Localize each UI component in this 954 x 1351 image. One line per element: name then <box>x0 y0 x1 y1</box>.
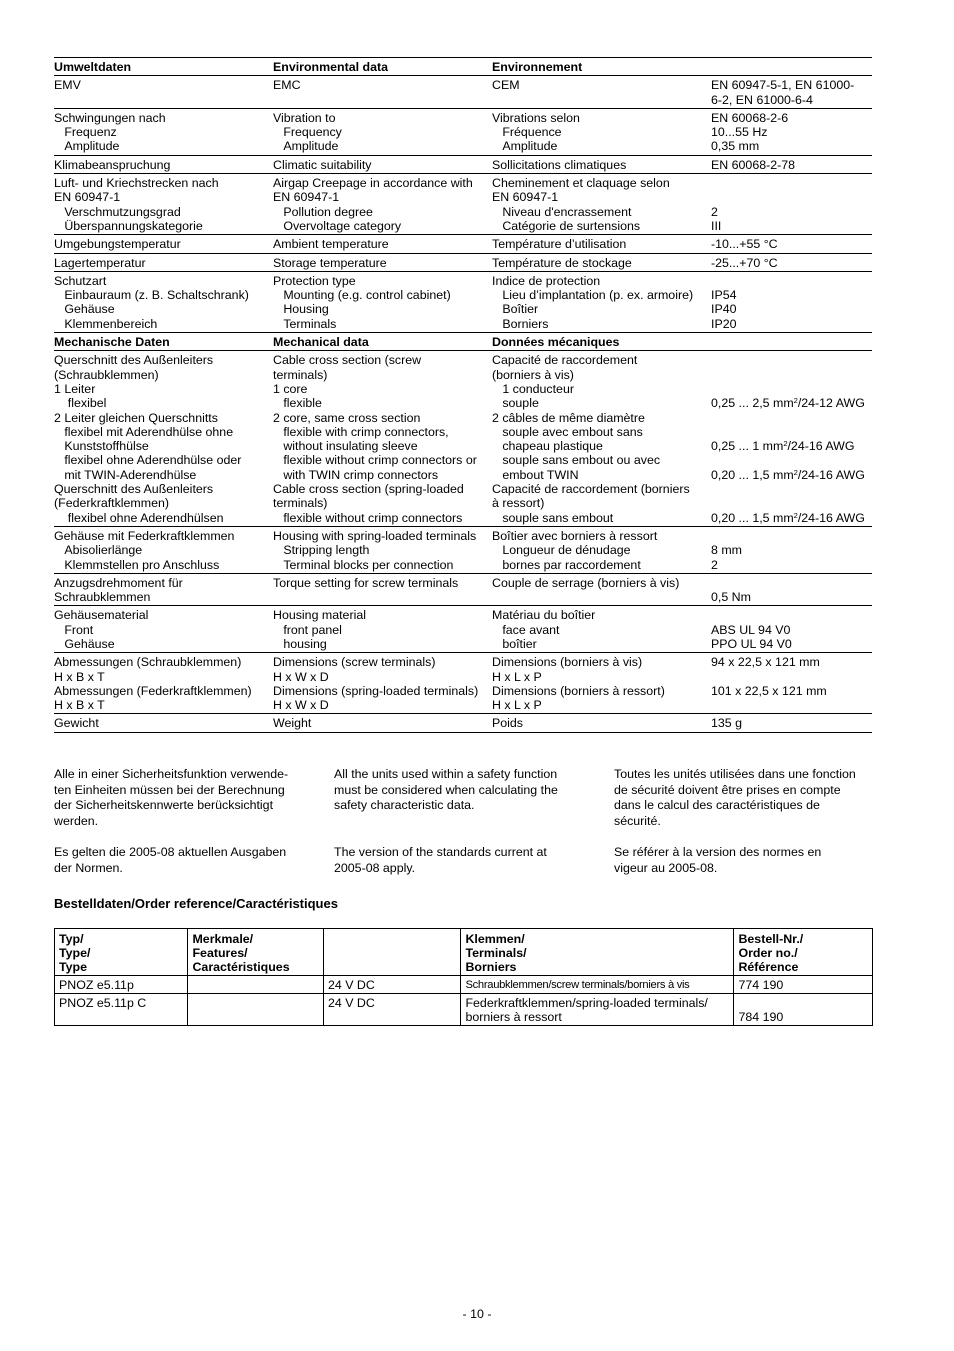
technical-data-table <box>54 57 872 733</box>
order-cell-type: PNOZ e5.11p C <box>55 994 188 1026</box>
order-header-terminals: Klemmen/ Terminals/ Borniers <box>461 929 734 976</box>
section-header-row <box>54 333 872 351</box>
cell-french: Sollicitations climatiques <box>492 155 711 173</box>
cell-french: Température de stockage <box>492 253 711 271</box>
section-header-row <box>54 58 872 76</box>
note-en-standards: The version of the standards current at 2005-08 apply. <box>334 845 547 875</box>
spec-row <box>54 235 872 253</box>
cell-german: Anzugsdrehmoment für Schraubklemmen <box>54 573 273 606</box>
cell-value: 8 mm 2 <box>711 526 872 573</box>
cell-french: Poids <box>492 714 711 732</box>
cell-english: EMC <box>273 76 492 109</box>
spec-row <box>54 526 872 573</box>
cell-english: Airgap Creepage in accordance with EN 60947-1 Pollution degree Overvoltage category <box>273 174 492 235</box>
cell-english: Mechanical data <box>273 333 492 351</box>
spec-row <box>54 714 872 732</box>
spec-row <box>54 573 872 606</box>
cell-german: Gehäusematerial Front Gehäuse <box>54 606 273 653</box>
cell-english: Protection type Mounting (e.g. control cabinet) Housing Terminals <box>273 271 492 332</box>
cell-value: -10...+55 °C <box>711 235 872 253</box>
cell-value <box>711 58 872 76</box>
cell-value: 0,5 Nm <box>711 573 872 606</box>
cell-german: Gewicht <box>54 714 273 732</box>
cell-english: Vibration to Frequency Amplitude <box>273 108 492 155</box>
cell-value: IP54 IP40 IP20 <box>711 271 872 332</box>
cell-value: EN 60068-2-78 <box>711 155 872 173</box>
spec-row <box>54 271 872 332</box>
note-fr-standards: Se référer à la version des normes en vigeur au 2005-08. <box>614 845 822 875</box>
cell-english: Cable cross section (screw terminals) 1 core flexible 2 core, same cross section flexible with crimp connectors, without insulating sleeve flexible without crimp connectors or with TWIN crimp connectors Cable cross section (spring-loaded terminals) flexible without crimp connectors <box>273 351 492 527</box>
cell-value: EN 60947-5-1, EN 61000- 6-2, EN 61000-6-4 <box>711 76 872 109</box>
spec-row <box>54 108 872 155</box>
cell-german: Abmessungen (Schraubklemmen) H x B x T Abmessungen (Federkraftklemmen) H x B x T <box>54 653 273 714</box>
cell-english: Housing material front panel housing <box>273 606 492 653</box>
cell-french: Dimensions (borniers à vis) H x L x P Dimensions (borniers à ressort) H x L x P <box>492 653 711 714</box>
cell-german: Gehäuse mit Federkraftklemmen Abisolierlänge Klemmstellen pro Anschluss <box>54 526 273 573</box>
cell-french: Vibrations selon Fréquence Amplitude <box>492 108 711 155</box>
cell-french: Couple de serrage (borniers à vis) <box>492 573 711 606</box>
order-cell-order-no: 784 190 <box>734 994 873 1026</box>
cell-value: EN 60068-2-6 10...55 Hz 0,35 mm <box>711 108 872 155</box>
cell-german: Schutzart Einbauraum (z. B. Schaltschrank) Gehäuse Klemmenbereich <box>54 271 273 332</box>
order-header-type: Typ/ Type/ Type <box>55 929 188 976</box>
cell-french: Données mécaniques <box>492 333 711 351</box>
order-reference-table <box>54 928 873 1026</box>
cell-english: Housing with spring-loaded terminals Stripping length Terminal blocks per connection <box>273 526 492 573</box>
cell-value: -25...+70 °C <box>711 253 872 271</box>
note-fr-units: Toutes les unités utilisées dans une fonction de sécurité doivent être prises en compte dans le calcul des caractéristiques de sécurité. <box>614 767 856 828</box>
order-cell-voltage: 24 V DC <box>323 976 461 994</box>
cell-french: Matériau du boîtier face avant boîtier <box>492 606 711 653</box>
order-cell-features <box>188 994 323 1026</box>
cell-english: Weight <box>273 714 492 732</box>
spec-row <box>54 155 872 173</box>
cell-value: 94 x 22,5 x 121 mm 101 x 22,5 x 121 mm <box>711 653 872 714</box>
cell-german: Umgebungstemperatur <box>54 235 273 253</box>
cell-french: Boîtier avec borniers à ressort Longueur de dénudage bornes par raccordement <box>492 526 711 573</box>
order-header-order-no: Bestell-Nr./ Order no./ Référence <box>734 929 873 976</box>
spec-row <box>54 76 872 109</box>
spec-row <box>54 351 872 527</box>
cell-english: Ambient temperature <box>273 235 492 253</box>
cell-german: Luft- und Kriechstrecken nach EN 60947-1 Verschmutzungsgrad Überspannungskategorie <box>54 174 273 235</box>
order-cell-terminals: Schraubklemmen/screw terminals/borniers à vis <box>461 976 734 994</box>
spec-row <box>54 653 872 714</box>
spec-row <box>54 606 872 653</box>
cell-value: 0,25 ... 2,5 $mm^2/24-12$ AWG 0,25 ... 1 $mm^2/24-16$ AWG 0,20 ... 1,5 $mm^2/24-16$ AWG 0,20 ... 1,5 $mm^2/24-16$ AWG <box>711 351 872 527</box>
cell-value: 2 III <box>711 174 872 235</box>
cell-german: Umweltdaten <box>54 58 273 76</box>
note-de-units: Alle in einer Sicherheitsfunktion verwende- ten Einheiten müssen bei der Berechnung der Sicherheitskennwerte berücksichtigt werden. <box>54 767 289 828</box>
cell-german: Klimabeanspruchung <box>54 155 273 173</box>
note-en-units: All the units used within a safety function must be considered when calculating the safety characteristic data. <box>334 767 558 813</box>
order-cell-features <box>188 976 323 994</box>
technical-data-body <box>54 58 872 733</box>
cell-value: ABS UL 94 V0 PPO UL 94 V0 <box>711 606 872 653</box>
cell-english: Environmental data <box>273 58 492 76</box>
cell-german: Querschnitt des Außenleiters (Schraubklemmen) 1 Leiter flexibel 2 Leiter gleichen Querschnitts flexibel mit Aderendhülse ohne Kunststoffhülse flexibel ohne Aderendhülse oder mit TWIN-Aderendhülse Querschnitt des Außenleiters (Federkraftklemmen) flexibel ohne Aderendhülsen <box>54 351 273 527</box>
cell-french: Indice de protection Lieu d’implantation (p. ex. armoire) Boîtier Borniers <box>492 271 711 332</box>
spec-row <box>54 253 872 271</box>
spec-row <box>54 174 872 235</box>
cell-english: Dimensions (screw terminals) H x W x D Dimensions (spring-loaded terminals) H x W x D <box>273 653 492 714</box>
cell-german: Lagertemperatur <box>54 253 273 271</box>
order-reference-title: Bestelldaten/Order reference/Caractéristiques <box>54 896 338 911</box>
cell-french: Capacité de raccordement (borniers à vis) 1 conducteur souple 2 câbles de même diamètre souple avec embout sans chapeau plastique souple sans embout ou avec embout TWIN Capacité de raccordement (borniers à ressort) souple sans embout <box>492 351 711 527</box>
cell-english: Climatic suitability <box>273 155 492 173</box>
order-header-empty <box>323 929 461 976</box>
cell-german: Mechanische Daten <box>54 333 273 351</box>
order-row <box>55 976 873 994</box>
order-cell-order-no: 774 190 <box>734 976 873 994</box>
cell-french: Température d’utilisation <box>492 235 711 253</box>
cell-english: Storage temperature <box>273 253 492 271</box>
page-number: - 10 - <box>462 1307 492 1321</box>
cell-english: Torque setting for screw terminals <box>273 573 492 606</box>
cell-french: Environnement <box>492 58 711 76</box>
cell-value <box>711 333 872 351</box>
order-cell-voltage: 24 V DC <box>323 994 461 1026</box>
order-cell-type: PNOZ e5.11p <box>55 976 188 994</box>
order-header-row <box>55 929 873 976</box>
cell-value: 135 g <box>711 714 872 732</box>
order-header-features: Merkmale/ Features/ Caractéristiques <box>188 929 323 976</box>
order-row <box>55 994 873 1026</box>
cell-french: Cheminement et claquage selon EN 60947-1 Niveau d'encrassement Catégorie de surtensions <box>492 174 711 235</box>
note-de-standards: Es gelten die 2005-08 aktuellen Ausgaben der Normen. <box>54 845 287 875</box>
cell-french: CEM <box>492 76 711 109</box>
cell-german: EMV <box>54 76 273 109</box>
order-cell-terminals: Federkraftklemmen/spring-loaded terminals/ borniers à ressort <box>461 994 734 1026</box>
cell-german: Schwingungen nach Frequenz Amplitude <box>54 108 273 155</box>
